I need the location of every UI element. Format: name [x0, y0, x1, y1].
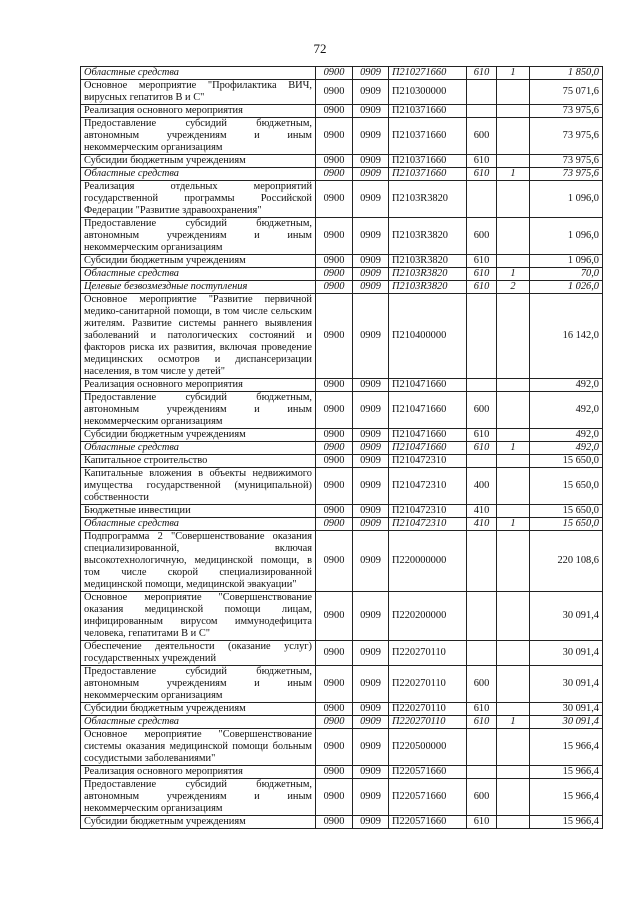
row-source-cell — [497, 531, 530, 592]
row-expense-type-cell: 610 — [467, 442, 497, 455]
row-subsection-code-cell: 0909 — [353, 468, 389, 505]
row-expense-type-cell: 600 — [467, 218, 497, 255]
row-expense-type-cell: 610 — [467, 255, 497, 268]
row-expense-type-cell: 600 — [467, 666, 497, 703]
row-target-article-cell: П210471660 — [389, 379, 467, 392]
row-amount-cell: 75 071,6 — [530, 80, 603, 105]
row-source-cell — [497, 468, 530, 505]
row-target-article-cell: П210300000 — [389, 80, 467, 105]
budget-table — [80, 66, 603, 829]
row-expense-type-cell: 610 — [467, 703, 497, 716]
table-row — [81, 816, 603, 829]
row-section-code-cell: 0900 — [316, 294, 353, 379]
row-expense-type-cell — [467, 294, 497, 379]
row-target-article-cell: П220270110 — [389, 716, 467, 729]
row-name-cell: Реализация основного мероприятия — [81, 379, 316, 392]
row-name-cell: Целевые безвозмездные поступления — [81, 281, 316, 294]
row-name-cell: Основное мероприятие "Совершенствование оказания медицинской помощи лицам, инфицированным вирусом иммунодефицита человека, гепатитами В и С" — [81, 592, 316, 641]
row-amount-cell: 30 091,4 — [530, 703, 603, 716]
row-subsection-code-cell: 0909 — [353, 592, 389, 641]
table-row — [81, 518, 603, 531]
row-name-cell: Капитальные вложения в объекты недвижимого имущества государственной (муниципальной) собственности — [81, 468, 316, 505]
row-subsection-code-cell: 0909 — [353, 429, 389, 442]
table-row — [81, 294, 603, 379]
row-expense-type-cell — [467, 641, 497, 666]
row-subsection-code-cell: 0909 — [353, 168, 389, 181]
row-target-article-cell: П220270110 — [389, 703, 467, 716]
row-section-code-cell: 0900 — [316, 67, 353, 80]
row-source-cell — [497, 255, 530, 268]
row-source-cell — [497, 455, 530, 468]
row-section-code-cell: 0900 — [316, 779, 353, 816]
row-target-article-cell: П210371660 — [389, 105, 467, 118]
row-subsection-code-cell: 0909 — [353, 729, 389, 766]
row-section-code-cell: 0900 — [316, 729, 353, 766]
row-source-cell — [497, 641, 530, 666]
row-target-article-cell: П2103R3820 — [389, 268, 467, 281]
row-source-cell — [497, 155, 530, 168]
row-section-code-cell: 0900 — [316, 468, 353, 505]
row-expense-type-cell — [467, 592, 497, 641]
row-name-cell: Реализация основного мероприятия — [81, 105, 316, 118]
row-source-cell — [497, 379, 530, 392]
table-row — [81, 703, 603, 716]
row-amount-cell: 15 650,0 — [530, 518, 603, 531]
row-expense-type-cell: 400 — [467, 468, 497, 505]
row-section-code-cell: 0900 — [316, 379, 353, 392]
row-name-cell: Субсидии бюджетным учреждениям — [81, 155, 316, 168]
row-name-cell: Областные средства — [81, 168, 316, 181]
row-name-cell: Капитальное строительство — [81, 455, 316, 468]
row-name-cell: Областные средства — [81, 268, 316, 281]
row-subsection-code-cell: 0909 — [353, 67, 389, 80]
row-name-cell: Бюджетные инвестиции — [81, 505, 316, 518]
row-name-cell: Субсидии бюджетным учреждениям — [81, 703, 316, 716]
row-source-cell — [497, 429, 530, 442]
table-row — [81, 455, 603, 468]
row-source-cell — [497, 816, 530, 829]
row-source-cell — [497, 666, 530, 703]
row-source-cell — [497, 592, 530, 641]
row-target-article-cell: П210471660 — [389, 392, 467, 429]
row-expense-type-cell: 610 — [467, 67, 497, 80]
row-subsection-code-cell: 0909 — [353, 779, 389, 816]
table-row — [81, 779, 603, 816]
row-source-cell: 1 — [497, 518, 530, 531]
row-amount-cell: 30 091,4 — [530, 641, 603, 666]
row-source-cell: 1 — [497, 442, 530, 455]
row-subsection-code-cell: 0909 — [353, 442, 389, 455]
row-source-cell: 2 — [497, 281, 530, 294]
row-target-article-cell: П2103R3820 — [389, 255, 467, 268]
row-expense-type-cell: 610 — [467, 155, 497, 168]
row-name-cell: Предоставление субсидий бюджетным, автономным учреждениям и иным некоммерческим организациям — [81, 218, 316, 255]
row-name-cell: Реализация отдельных мероприятий государственной программы Российской Федерации "Развитие здравоохранения" — [81, 181, 316, 218]
budget-table-body — [81, 67, 603, 829]
row-name-cell: Предоставление субсидий бюджетным, автономным учреждениям и иным некоммерческим организациям — [81, 666, 316, 703]
row-expense-type-cell — [467, 80, 497, 105]
row-name-cell: Субсидии бюджетным учреждениям — [81, 429, 316, 442]
table-row — [81, 392, 603, 429]
row-source-cell — [497, 80, 530, 105]
row-amount-cell: 1 026,0 — [530, 281, 603, 294]
row-name-cell: Предоставление субсидий бюджетным, автономным учреждениям и иным некоммерческим организациям — [81, 779, 316, 816]
row-name-cell: Обеспечение деятельности (оказание услуг) государственных учреждений — [81, 641, 316, 666]
row-amount-cell: 15 650,0 — [530, 468, 603, 505]
row-subsection-code-cell: 0909 — [353, 816, 389, 829]
row-amount-cell: 1 096,0 — [530, 218, 603, 255]
row-source-cell — [497, 181, 530, 218]
row-name-cell: Реализация основного мероприятия — [81, 766, 316, 779]
row-target-article-cell: П210472310 — [389, 518, 467, 531]
row-expense-type-cell: 610 — [467, 168, 497, 181]
row-amount-cell: 15 966,4 — [530, 779, 603, 816]
row-name-cell: Предоставление субсидий бюджетным, автономным учреждениям и иным некоммерческим организациям — [81, 118, 316, 155]
row-target-article-cell: П2103R3820 — [389, 181, 467, 218]
table-row — [81, 641, 603, 666]
row-target-article-cell: П210471660 — [389, 442, 467, 455]
row-section-code-cell: 0900 — [316, 592, 353, 641]
row-target-article-cell: П220270110 — [389, 666, 467, 703]
row-subsection-code-cell: 0909 — [353, 505, 389, 518]
row-target-article-cell: П2103R3820 — [389, 218, 467, 255]
row-section-code-cell: 0900 — [316, 429, 353, 442]
row-section-code-cell: 0900 — [316, 218, 353, 255]
row-expense-type-cell — [467, 531, 497, 592]
row-section-code-cell: 0900 — [316, 703, 353, 716]
row-amount-cell: 30 091,4 — [530, 666, 603, 703]
table-row — [81, 268, 603, 281]
row-target-article-cell: П210471660 — [389, 429, 467, 442]
table-row — [81, 505, 603, 518]
row-source-cell — [497, 703, 530, 716]
row-target-article-cell: П220571660 — [389, 766, 467, 779]
row-target-article-cell: П210371660 — [389, 155, 467, 168]
row-amount-cell: 1 850,0 — [530, 67, 603, 80]
row-expense-type-cell — [467, 379, 497, 392]
row-section-code-cell: 0900 — [316, 505, 353, 518]
table-row — [81, 118, 603, 155]
row-section-code-cell: 0900 — [316, 816, 353, 829]
table-row — [81, 531, 603, 592]
table-row — [81, 442, 603, 455]
row-amount-cell: 492,0 — [530, 379, 603, 392]
row-subsection-code-cell: 0909 — [353, 766, 389, 779]
row-subsection-code-cell: 0909 — [353, 181, 389, 218]
row-source-cell: 1 — [497, 268, 530, 281]
row-section-code-cell: 0900 — [316, 666, 353, 703]
row-subsection-code-cell: 0909 — [353, 379, 389, 392]
row-source-cell — [497, 218, 530, 255]
row-expense-type-cell — [467, 105, 497, 118]
table-row — [81, 255, 603, 268]
row-name-cell: Подпрограмма 2 "Совершенствование оказания специализированной, включая высокотехнологичную, медицинской помощи, в том числе скорой специализированной медицинской помощи, медицинской эвакуации" — [81, 531, 316, 592]
row-expense-type-cell: 610 — [467, 429, 497, 442]
row-expense-type-cell — [467, 455, 497, 468]
table-row — [81, 155, 603, 168]
row-expense-type-cell: 410 — [467, 505, 497, 518]
row-name-cell: Областные средства — [81, 442, 316, 455]
row-section-code-cell: 0900 — [316, 392, 353, 429]
row-expense-type-cell: 610 — [467, 268, 497, 281]
row-target-article-cell: П220500000 — [389, 729, 467, 766]
row-source-cell: 1 — [497, 67, 530, 80]
row-subsection-code-cell: 0909 — [353, 531, 389, 592]
row-section-code-cell: 0900 — [316, 168, 353, 181]
row-amount-cell: 73 975,6 — [530, 155, 603, 168]
page-number: 72 — [313, 41, 327, 56]
row-source-cell — [497, 294, 530, 379]
row-name-cell: Субсидии бюджетным учреждениям — [81, 255, 316, 268]
row-section-code-cell: 0900 — [316, 766, 353, 779]
row-subsection-code-cell: 0909 — [353, 455, 389, 468]
table-row — [81, 80, 603, 105]
row-section-code-cell: 0900 — [316, 80, 353, 105]
row-amount-cell: 70,0 — [530, 268, 603, 281]
row-name-cell: Основное мероприятие "Совершенствование системы оказания медицинской помощи больным сосудистыми заболеваниями" — [81, 729, 316, 766]
row-subsection-code-cell: 0909 — [353, 666, 389, 703]
row-name-cell: Предоставление субсидий бюджетным, автономным учреждениям и иным некоммерческим организациям — [81, 392, 316, 429]
row-source-cell — [497, 766, 530, 779]
row-source-cell: 1 — [497, 168, 530, 181]
table-row — [81, 429, 603, 442]
row-section-code-cell: 0900 — [316, 255, 353, 268]
row-expense-type-cell: 610 — [467, 716, 497, 729]
row-target-article-cell: П210271660 — [389, 67, 467, 80]
row-amount-cell: 492,0 — [530, 392, 603, 429]
row-target-article-cell: П210371660 — [389, 118, 467, 155]
row-subsection-code-cell: 0909 — [353, 641, 389, 666]
row-amount-cell: 73 975,6 — [530, 105, 603, 118]
row-section-code-cell: 0900 — [316, 281, 353, 294]
table-row — [81, 592, 603, 641]
row-amount-cell: 15 650,0 — [530, 455, 603, 468]
table-row — [81, 218, 603, 255]
row-source-cell — [497, 105, 530, 118]
row-expense-type-cell: 600 — [467, 118, 497, 155]
table-row — [81, 766, 603, 779]
row-amount-cell: 15 650,0 — [530, 505, 603, 518]
row-expense-type-cell: 610 — [467, 816, 497, 829]
row-target-article-cell: П210400000 — [389, 294, 467, 379]
table-row — [81, 181, 603, 218]
row-target-article-cell: П2103R3820 — [389, 281, 467, 294]
table-row — [81, 105, 603, 118]
row-source-cell — [497, 779, 530, 816]
row-source-cell — [497, 729, 530, 766]
row-subsection-code-cell: 0909 — [353, 268, 389, 281]
row-section-code-cell: 0900 — [316, 105, 353, 118]
row-amount-cell: 492,0 — [530, 429, 603, 442]
row-subsection-code-cell: 0909 — [353, 518, 389, 531]
row-source-cell: 1 — [497, 716, 530, 729]
table-row — [81, 716, 603, 729]
row-subsection-code-cell: 0909 — [353, 281, 389, 294]
row-amount-cell: 15 966,4 — [530, 729, 603, 766]
row-name-cell: Основное мероприятие "Профилактика ВИЧ, вирусных гепатитов В и С" — [81, 80, 316, 105]
row-amount-cell: 1 096,0 — [530, 181, 603, 218]
row-subsection-code-cell: 0909 — [353, 105, 389, 118]
table-row — [81, 168, 603, 181]
row-target-article-cell: П220270110 — [389, 641, 467, 666]
row-expense-type-cell — [467, 766, 497, 779]
row-amount-cell: 1 096,0 — [530, 255, 603, 268]
row-target-article-cell: П210371660 — [389, 168, 467, 181]
row-section-code-cell: 0900 — [316, 641, 353, 666]
row-section-code-cell: 0900 — [316, 268, 353, 281]
row-target-article-cell: П220571660 — [389, 779, 467, 816]
row-subsection-code-cell: 0909 — [353, 155, 389, 168]
row-source-cell — [497, 392, 530, 429]
row-name-cell: Областные средства — [81, 67, 316, 80]
row-target-article-cell: П210472310 — [389, 468, 467, 505]
row-source-cell — [497, 505, 530, 518]
row-section-code-cell: 0900 — [316, 518, 353, 531]
row-name-cell: Субсидии бюджетным учреждениям — [81, 816, 316, 829]
row-amount-cell: 30 091,4 — [530, 592, 603, 641]
table-row — [81, 379, 603, 392]
row-amount-cell: 15 966,4 — [530, 766, 603, 779]
row-expense-type-cell: 600 — [467, 392, 497, 429]
row-expense-type-cell — [467, 181, 497, 218]
table-row — [81, 468, 603, 505]
row-name-cell: Основное мероприятие "Развитие первичной медико-санитарной помощи, в том числе сельским жителям. Развитие системы раннего выявления заболеваний и патологических состояний и факторов риска их развития, включая проведение медицинских осмотров и диспансеризации населения, в том числе у детей" — [81, 294, 316, 379]
row-amount-cell: 73 975,6 — [530, 168, 603, 181]
table-row — [81, 281, 603, 294]
row-target-article-cell: П220200000 — [389, 592, 467, 641]
row-section-code-cell: 0900 — [316, 155, 353, 168]
row-subsection-code-cell: 0909 — [353, 294, 389, 379]
row-name-cell: Областные средства — [81, 716, 316, 729]
row-amount-cell: 30 091,4 — [530, 716, 603, 729]
row-expense-type-cell: 410 — [467, 518, 497, 531]
row-subsection-code-cell: 0909 — [353, 118, 389, 155]
row-section-code-cell: 0900 — [316, 181, 353, 218]
table-row — [81, 666, 603, 703]
row-subsection-code-cell: 0909 — [353, 218, 389, 255]
row-section-code-cell: 0900 — [316, 442, 353, 455]
row-amount-cell: 492,0 — [530, 442, 603, 455]
row-subsection-code-cell: 0909 — [353, 80, 389, 105]
row-subsection-code-cell: 0909 — [353, 392, 389, 429]
table-row — [81, 729, 603, 766]
row-source-cell — [497, 118, 530, 155]
row-amount-cell: 15 966,4 — [530, 816, 603, 829]
row-expense-type-cell: 600 — [467, 779, 497, 816]
row-expense-type-cell — [467, 729, 497, 766]
row-amount-cell: 16 142,0 — [530, 294, 603, 379]
row-amount-cell: 220 108,6 — [530, 531, 603, 592]
row-name-cell: Областные средства — [81, 518, 316, 531]
table-row — [81, 67, 603, 80]
row-subsection-code-cell: 0909 — [353, 703, 389, 716]
row-section-code-cell: 0900 — [316, 531, 353, 592]
row-target-article-cell: П220000000 — [389, 531, 467, 592]
row-section-code-cell: 0900 — [316, 716, 353, 729]
row-section-code-cell: 0900 — [316, 118, 353, 155]
row-target-article-cell: П210472310 — [389, 455, 467, 468]
row-section-code-cell: 0900 — [316, 455, 353, 468]
row-subsection-code-cell: 0909 — [353, 255, 389, 268]
row-target-article-cell: П210472310 — [389, 505, 467, 518]
row-target-article-cell: П220571660 — [389, 816, 467, 829]
row-expense-type-cell: 610 — [467, 281, 497, 294]
row-amount-cell: 73 975,6 — [530, 118, 603, 155]
row-subsection-code-cell: 0909 — [353, 716, 389, 729]
